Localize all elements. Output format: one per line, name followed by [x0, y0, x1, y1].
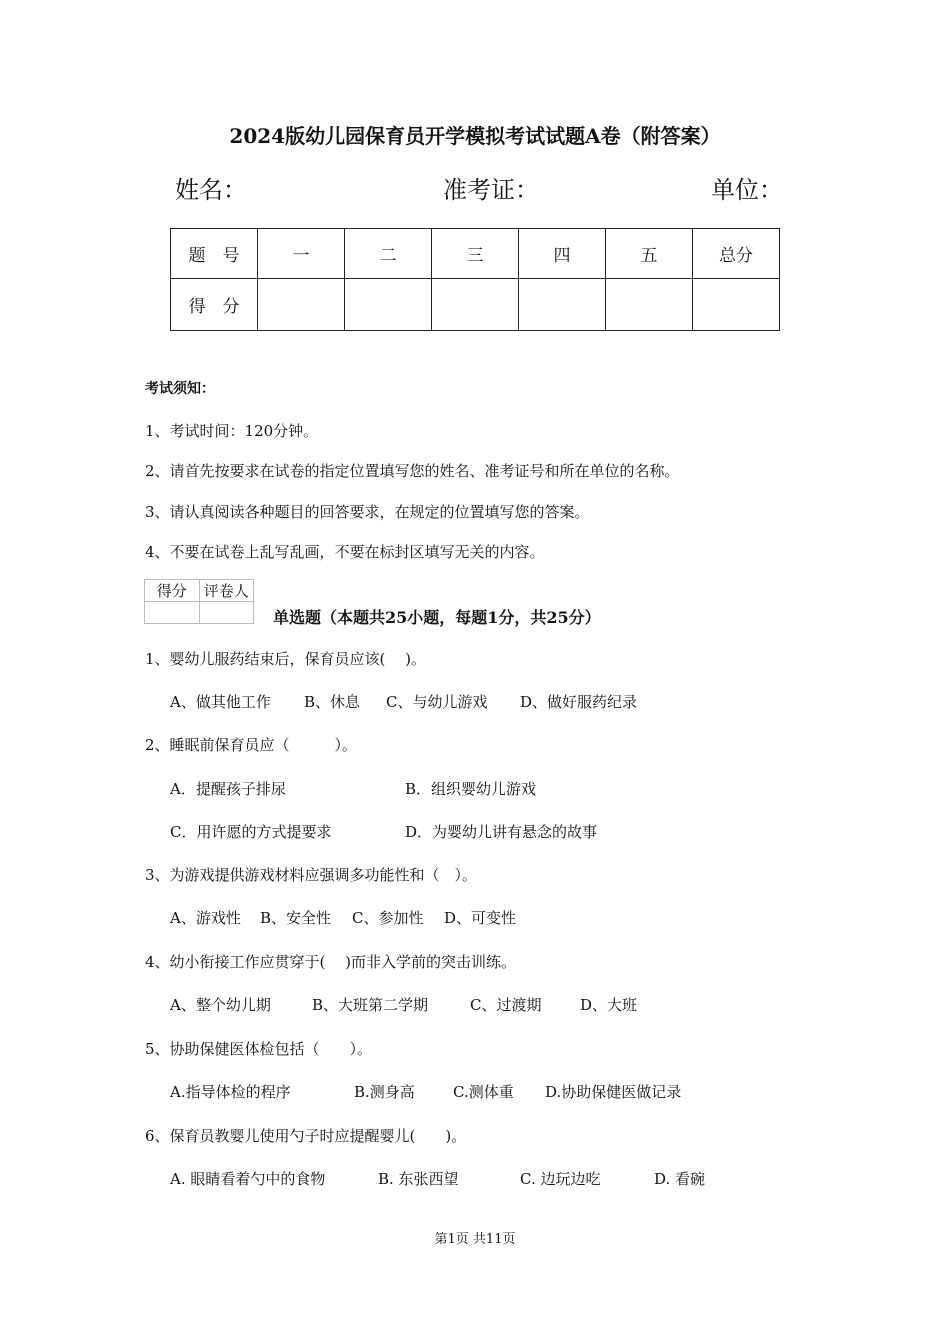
- question-option: B.测身高: [354, 1083, 415, 1101]
- question-stem: 4、幼小衔接工作应贯穿于( )而非入学前的突击训练。: [145, 953, 517, 971]
- name-field-label: 姓名：: [175, 176, 247, 204]
- question-option: C、参加性: [352, 909, 424, 927]
- question-option: A、游戏性: [170, 909, 241, 927]
- question-option: C、与幼儿游戏: [386, 693, 488, 711]
- score-input-cell[interactable]: [345, 279, 432, 331]
- score-table-cell: 三: [432, 229, 519, 279]
- unit-field-label: 单位：: [711, 176, 783, 204]
- question-option: D．为婴幼儿讲有悬念的故事: [405, 823, 598, 841]
- grader-box-score-label: 得分: [145, 580, 200, 602]
- score-table-cell: 四: [519, 229, 606, 279]
- question-option: C. 边玩边吃: [520, 1170, 601, 1188]
- section-title: 单选题（本题共25小题，每题1分，共25分）: [273, 608, 601, 627]
- score-table-cell: 题 号: [171, 229, 258, 279]
- question-option: A.指导体检的程序: [170, 1083, 291, 1101]
- question-option: B、安全性: [260, 909, 332, 927]
- question-stem: 5、协助保健医体检包括（ ）。: [145, 1040, 373, 1058]
- question-option: B．组织婴幼儿游戏: [405, 780, 537, 798]
- score-input-cell[interactable]: [606, 279, 693, 331]
- grader-box: [144, 579, 254, 624]
- score-table-cell: 一: [258, 229, 345, 279]
- question-option: D、做好服药纪录: [520, 693, 638, 711]
- grader-box-score-cell[interactable]: [145, 602, 200, 624]
- page-footer: 第1页 共11页: [434, 1232, 516, 1247]
- question-option: D. 看碗: [654, 1170, 706, 1188]
- question-option: B、大班第二学期: [312, 996, 429, 1014]
- score-table-cell: 得 分: [171, 279, 258, 331]
- notice-item: 2、请首先按要求在试卷的指定位置填写您的姓名、准考证号和所在单位的名称。: [145, 462, 680, 480]
- question-option: D、可变性: [444, 909, 517, 927]
- question-option: B、休息: [304, 693, 361, 711]
- question-option: C．用许愿的方式提要求: [170, 823, 332, 841]
- notice-heading: 考试须知：: [145, 381, 215, 397]
- score-table-cell: 五: [606, 229, 693, 279]
- notice-item: 1、考试时间：120分钟。: [145, 422, 319, 440]
- score-input-cell[interactable]: [519, 279, 606, 331]
- question-stem: 3、为游戏提供游戏材料应强调多功能性和（ ）。: [145, 866, 478, 884]
- notice-item: 3、请认真阅读各种题目的回答要求，在规定的位置填写您的答案。: [145, 503, 590, 521]
- exam-id-field-label: 准考证：: [443, 176, 539, 204]
- question-option: B. 东张西望: [378, 1170, 459, 1188]
- score-table-header-row: [171, 229, 780, 279]
- question-option: C、过渡期: [470, 996, 542, 1014]
- score-input-cell[interactable]: [258, 279, 345, 331]
- question-option: A．提醒孩子排尿: [170, 780, 286, 798]
- question-option: A. 眼睛看着勺中的食物: [170, 1170, 326, 1188]
- question-option: D、大班: [580, 996, 638, 1014]
- question-option: D.协助保健医做记录: [545, 1083, 682, 1101]
- question-option: A、做其他工作: [170, 693, 271, 711]
- score-table: [170, 228, 780, 331]
- score-table-cell: 二: [345, 229, 432, 279]
- score-input-cell[interactable]: [432, 279, 519, 331]
- question-stem: 2、睡眠前保育员应（ ）。: [145, 736, 358, 754]
- page-title: 2024版幼儿园保育员开学模拟考试试题A卷（附答案）: [229, 124, 721, 148]
- score-table-score-row: [171, 279, 780, 331]
- question-stem: 6、保育员教婴儿使用勺子时应提醒婴儿( )。: [145, 1127, 467, 1145]
- grader-box-grader-cell[interactable]: [199, 602, 254, 624]
- notice-item: 4、不要在试卷上乱写乱画，不要在标封区填写无关的内容。: [145, 543, 545, 561]
- question-option: C.测体重: [453, 1083, 514, 1101]
- score-table-cell: 总分: [693, 229, 780, 279]
- grader-box-grader-label: 评卷人: [199, 580, 254, 602]
- score-input-cell[interactable]: [693, 279, 780, 331]
- question-stem: 1、婴幼儿服药结束后，保育员应该( )。: [145, 650, 427, 668]
- question-option: A、整个幼儿期: [170, 996, 271, 1014]
